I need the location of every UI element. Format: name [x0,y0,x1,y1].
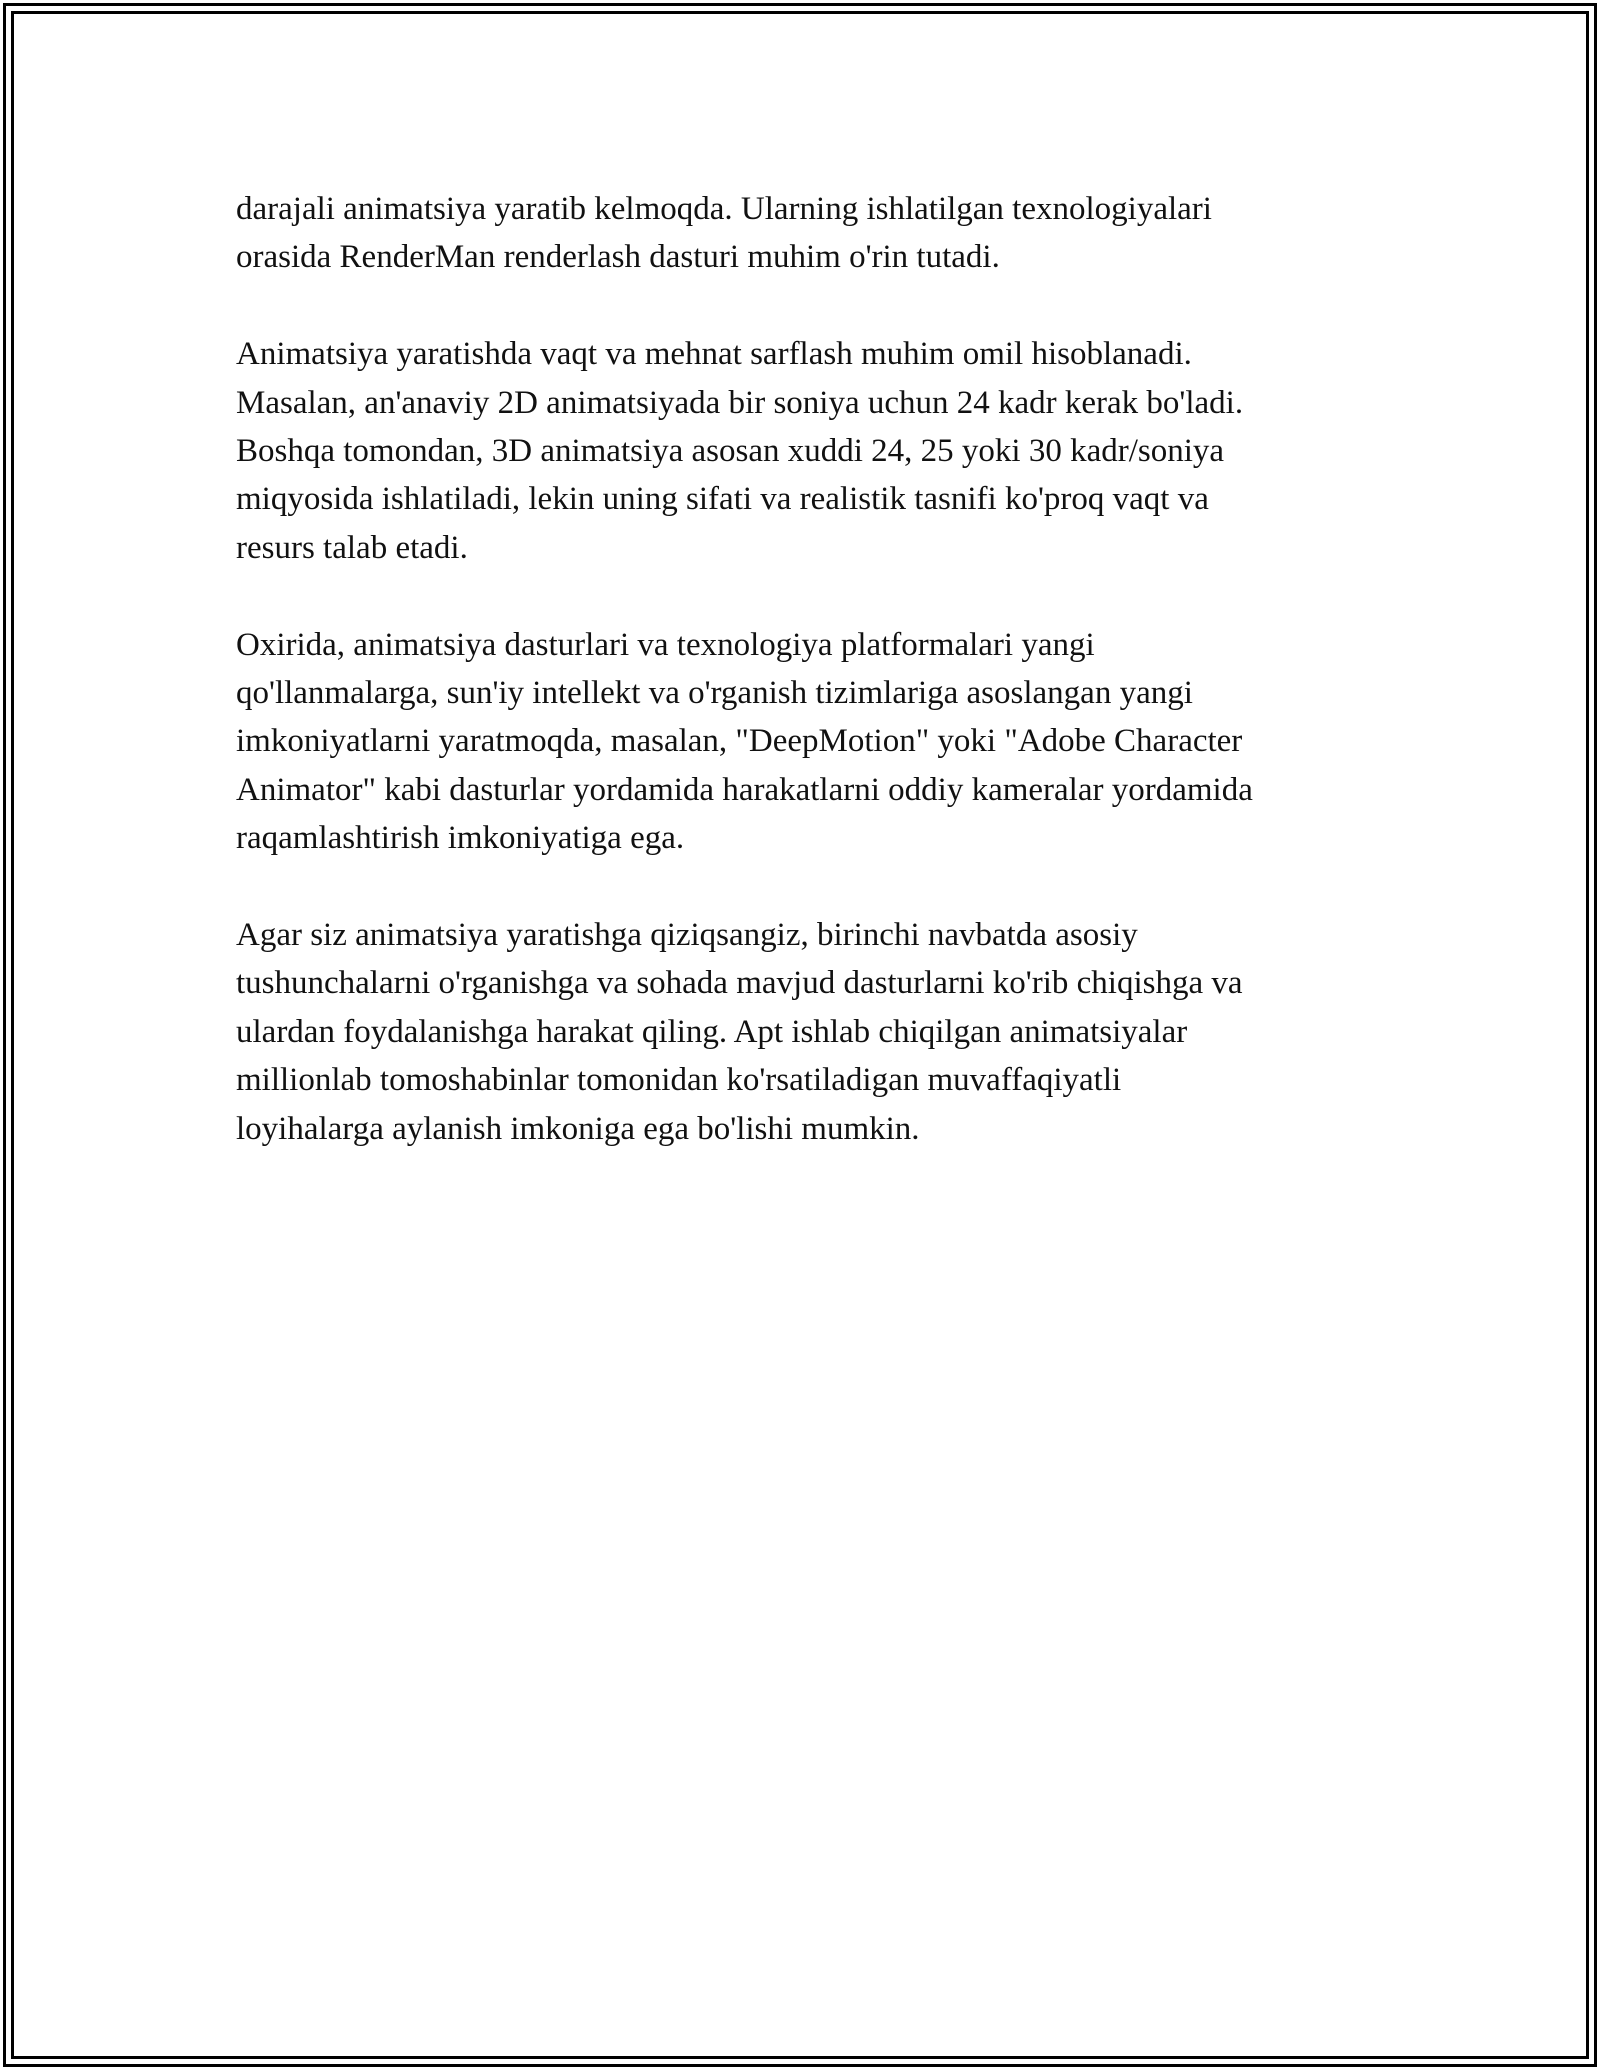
paragraph-2: Animatsiya yaratishda vaqt va mehnat sarflash muhim omil hisoblanadi. Masalan, an'anaviy 2D animatsiyada bir soniya uchun 24 kadr kerak bo'ladi. Boshqa tomondan, 3D animatsiya asosan xuddi 24, 25 yoki 30 kadr/soniya miqyosida ishlatiladi, lekin uning sifati va realistik tasnifi ko'proq vaqt va resurs talab etadi. [236,336,1244,566]
paragraph-3: Oxirida, animatsiya dasturlari va texnologiya platformalari yangi qo'llanmalarga, sun'iy intellekt va o'rganish tizimlariga asoslangan yangi imkoniyatlarni yaratmoqda, masalan, "DeepMotion" yoki "Adobe Character Animator" kabi dasturlar yordamida harakatlarni oddiy kameralar yordamida raqamlashtirish imkoniyatiga ega. [236,626,1253,857]
document-body [236,185,1386,1201]
paragraph-1: darajali animatsiya yaratib kelmoqda. Ularning ishlatilgan texnologiyalari orasida RenderMan renderlash dasturi muhim o'rin tutadi. [236,191,1212,276]
paragraph-4: Agar siz animatsiya yaratishga qiziqsangiz, birinchi navbatda asosiy tushunchalarni o'rganishga va sohada mavjud dasturlarni ko'rib chiqishga va ulardan foydalanishga harakat qiling. Apt ishlab chiqilgan animatsiyalar millionlab tomoshabinlar tomonidan ko'rsatiladigan muvaffaqiyatli loyihalarga aylanish imkoniga ega bo'lishi mumkin. [236,917,1243,1147]
